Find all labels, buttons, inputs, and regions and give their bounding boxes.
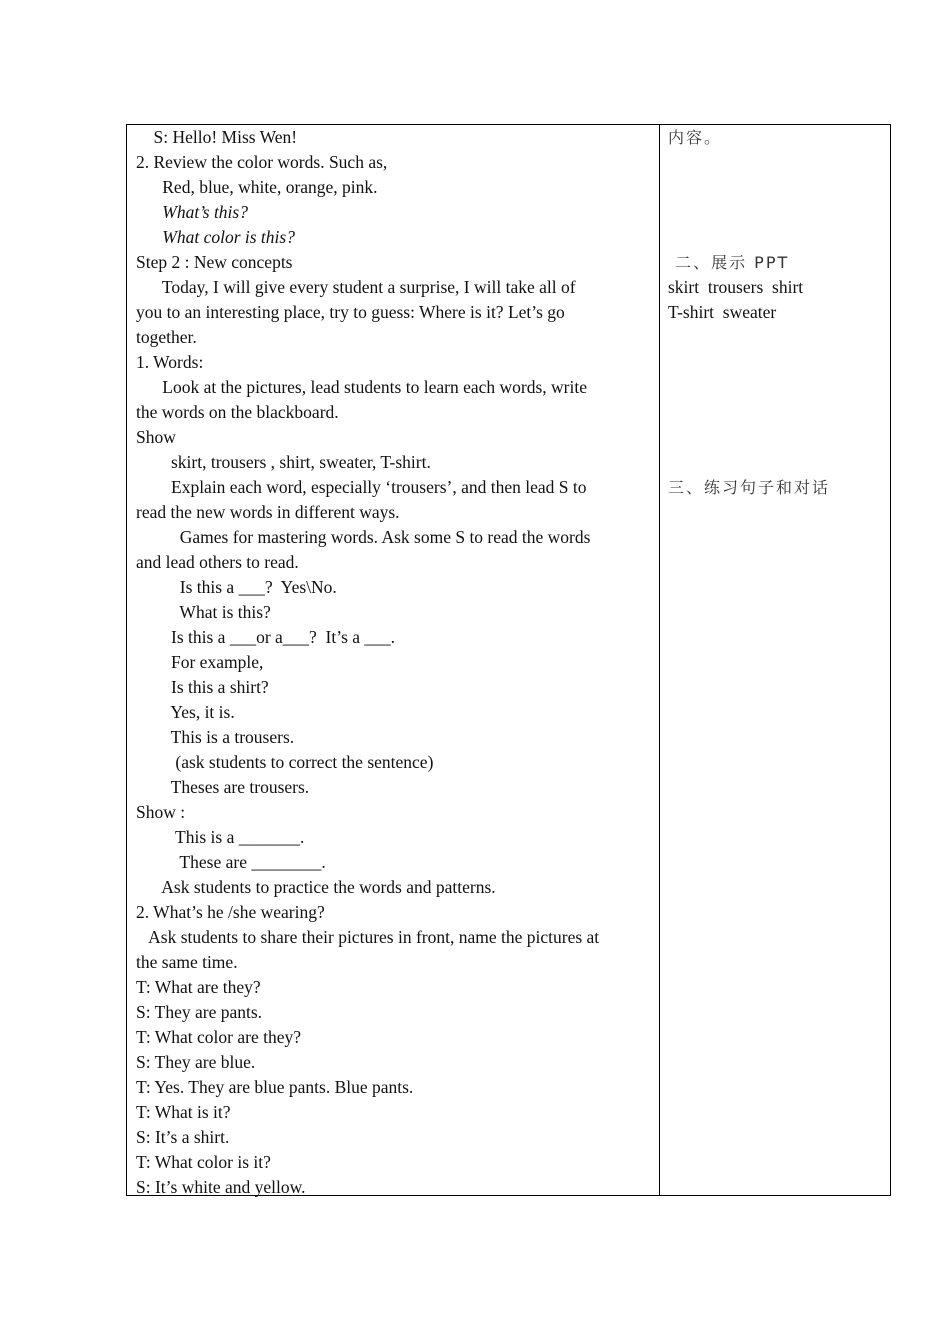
procedure-line: skirt, trousers , shirt, sweater, T-shirt.	[136, 452, 431, 472]
procedure-line: These are ________.	[136, 852, 326, 872]
procedure-line: Step 2 : New concepts	[136, 252, 293, 272]
note-line	[668, 175, 883, 200]
note-line	[668, 225, 883, 250]
procedure-line: (ask students to correct the sentence)	[136, 752, 434, 772]
procedure-line: Theses are trousers.	[136, 777, 310, 797]
procedure-line: S: They are pants.	[136, 1002, 263, 1022]
procedure-line: Show :	[136, 802, 186, 822]
procedure-line: Look at the pictures, lead students to learn each words, write	[136, 377, 587, 397]
procedure-line: read the new words in different ways.	[136, 502, 400, 522]
lesson-plan-table	[126, 124, 891, 1196]
procedure-line: and lead others to read.	[136, 552, 299, 572]
procedure-line: Yes, it is.	[136, 702, 235, 722]
note-line	[668, 150, 883, 175]
teaching-procedure-column	[136, 125, 648, 1200]
note-line: 三、练习句子和对话	[668, 478, 831, 497]
procedure-line: S: They are blue.	[136, 1052, 256, 1072]
note-line	[668, 200, 883, 225]
procedure-line: Ask students to practice the words and patterns.	[136, 877, 496, 897]
procedure-line: the words on the blackboard.	[136, 402, 339, 422]
procedure-line: This is a trousers.	[136, 727, 295, 747]
note-line	[668, 425, 883, 450]
note-line: T-shirt sweater	[668, 302, 777, 322]
procedure-line: This is a _______.	[136, 827, 305, 847]
note-line: skirt trousers shirt	[668, 277, 804, 297]
procedure-line: T: What are they?	[136, 977, 261, 997]
procedure-line: 1. Words:	[136, 352, 204, 372]
procedure-line: For example,	[136, 652, 264, 672]
procedure-line: the same time.	[136, 952, 238, 972]
procedure-line: Is this a shirt?	[136, 677, 269, 697]
procedure-line: What’s this?	[136, 202, 248, 222]
procedure-line: Show	[136, 427, 176, 447]
procedure-line: T: What color are they?	[136, 1027, 301, 1047]
procedure-line: you to an interesting place, try to guess: Where is it? Let’s go	[136, 302, 565, 322]
procedure-line: 2. What’s he /she wearing?	[136, 902, 325, 922]
procedure-line: 2. Review the color words. Such as,	[136, 152, 388, 172]
procedure-line: S: It’s a shirt.	[136, 1127, 230, 1147]
notes-column	[668, 125, 883, 500]
note-line	[668, 350, 883, 375]
procedure-line: T: What is it?	[136, 1102, 231, 1122]
note-line	[668, 375, 883, 400]
procedure-line: S: Hello! Miss Wen!	[136, 127, 298, 147]
procedure-line: Is this a ___or a___? It’s a ___.	[136, 627, 396, 647]
procedure-line: Games for mastering words. Ask some S to read the words	[136, 527, 591, 547]
note-line	[668, 450, 883, 475]
note-line	[668, 400, 883, 425]
note-line	[668, 325, 883, 350]
procedure-line: Explain each word, especially ‘trousers’, and then lead S to	[136, 477, 587, 497]
note-line: 内容。	[668, 128, 723, 147]
procedure-line: What color is this?	[136, 227, 295, 247]
procedure-line: Ask students to share their pictures in front, name the pictures at	[136, 927, 600, 947]
column-divider	[659, 125, 660, 1195]
procedure-line: Today, I will give every student a surprise, I will take all of	[136, 277, 576, 297]
note-line: 二、展示 PPT	[668, 253, 790, 272]
procedure-line: Red, blue, white, orange, pink.	[136, 177, 378, 197]
procedure-line: together.	[136, 327, 197, 347]
procedure-line: T: Yes. They are blue pants. Blue pants.	[136, 1077, 414, 1097]
procedure-line: T: What color is it?	[136, 1152, 271, 1172]
procedure-line: What is this?	[136, 602, 271, 622]
procedure-line: S: It’s white and yellow.	[136, 1177, 306, 1197]
procedure-line: Is this a ___? Yes\No.	[136, 577, 337, 597]
